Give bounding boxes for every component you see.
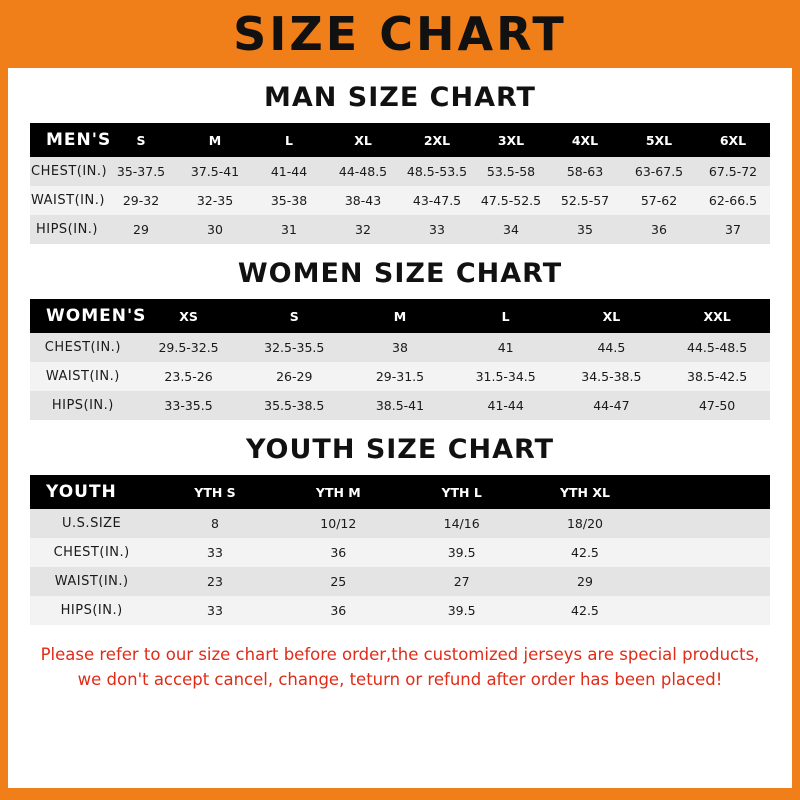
table-cell-spacer <box>647 596 770 625</box>
youth-size-table <box>30 475 770 625</box>
table-cell: 44-48.5 <box>338 164 388 179</box>
table-row <box>30 215 770 244</box>
table-cell: 44.5 <box>597 340 626 355</box>
table-cell: 47-50 <box>698 398 736 413</box>
table-cell: 14/16 <box>443 516 480 531</box>
table-row <box>30 362 770 391</box>
man-size-table <box>30 123 770 244</box>
women-size-table <box>30 299 770 420</box>
youth-table-body <box>30 509 770 625</box>
women-header-xs: XS <box>179 308 198 324</box>
youth-section-title: YOUTH SIZE CHART <box>245 434 555 465</box>
women-header-label: WOMEN'S <box>46 306 147 326</box>
footer-note <box>30 643 770 693</box>
table-cell: 29 <box>133 222 149 237</box>
table-cell: 36 <box>330 545 347 560</box>
youth-header-s: YTH S <box>194 484 236 500</box>
table-cell: 38 <box>392 340 408 355</box>
man-header-s: S <box>136 132 146 148</box>
table-cell: 38.5-42.5 <box>687 369 748 384</box>
man-size-section <box>8 82 792 244</box>
table-row <box>30 157 770 186</box>
women-row-label-chest: CHEST(IN.) <box>44 340 121 355</box>
table-cell: 26-29 <box>276 369 313 384</box>
man-header-2xl: 2XL <box>423 132 451 148</box>
table-cell: 31 <box>281 222 297 237</box>
table-row <box>30 391 770 420</box>
table-cell: 44.5-48.5 <box>687 340 748 355</box>
table-cell: 43-47.5 <box>412 193 462 208</box>
man-row-label-chest: CHEST(IN.) <box>31 164 108 179</box>
table-cell-spacer <box>647 538 770 567</box>
table-cell: 27 <box>453 574 470 589</box>
man-header-xl: XL <box>354 132 372 148</box>
table-cell: 8 <box>211 516 219 531</box>
table-cell: 38.5-41 <box>375 398 425 413</box>
table-row <box>30 596 770 625</box>
youth-header-spacer <box>647 475 770 509</box>
youth-row-label-waist: WAIST(IN.) <box>54 574 129 589</box>
table-cell: 32-35 <box>196 193 234 208</box>
women-header-s: S <box>289 308 299 324</box>
table-cell: 35-37.5 <box>116 164 166 179</box>
table-cell-spacer <box>647 509 770 538</box>
table-cell: 29.5-32.5 <box>158 340 219 355</box>
table-cell: 36 <box>330 603 347 618</box>
table-cell: 52.5-57 <box>560 193 610 208</box>
man-row-label-waist: WAIST(IN.) <box>31 193 105 208</box>
table-cell: 42.5 <box>571 545 599 560</box>
table-cell: 29-32 <box>122 193 160 208</box>
women-row-label-hips: HIPS(IN.) <box>51 398 114 413</box>
table-cell: 23.5-26 <box>164 369 213 384</box>
table-cell: 34.5-38.5 <box>581 369 642 384</box>
table-cell: 39.5 <box>447 545 476 560</box>
women-header-xl: XL <box>602 308 621 324</box>
table-row <box>30 538 770 567</box>
women-size-section <box>8 258 792 420</box>
youth-row-label-chest: CHEST(IN.) <box>53 545 130 560</box>
table-cell: 67.5-72 <box>708 164 758 179</box>
man-row-label-hips: HIPS(IN.) <box>35 222 99 237</box>
table-header-row <box>30 123 770 157</box>
table-cell: 35-38 <box>270 193 308 208</box>
women-header-m: M <box>393 308 407 324</box>
man-header-3xl: 3XL <box>497 132 525 148</box>
man-header-l: L <box>285 132 293 148</box>
table-cell: 34 <box>503 222 519 237</box>
table-cell: 63-67.5 <box>634 164 684 179</box>
table-header-row <box>30 299 770 333</box>
table-cell: 37.5-41 <box>190 164 240 179</box>
table-cell: 23 <box>207 574 223 589</box>
women-header-l: L <box>501 308 510 324</box>
man-section-title: MAN SIZE CHART <box>264 82 536 113</box>
youth-size-section <box>8 434 792 625</box>
header-band <box>0 0 800 68</box>
table-cell: 29-31.5 <box>375 369 425 384</box>
table-cell: 42.5 <box>571 603 599 618</box>
table-cell: 53.5-58 <box>486 164 536 179</box>
table-cell: 44-47 <box>593 398 630 413</box>
man-header-label: MEN'S <box>46 130 112 150</box>
youth-table-head <box>30 475 770 509</box>
man-table-body <box>30 157 770 244</box>
youth-row-label-hips: HIPS(IN.) <box>60 603 123 618</box>
table-cell: 41-44 <box>487 398 524 413</box>
table-cell: 57-62 <box>640 193 678 208</box>
table-cell: 58-63 <box>566 164 604 179</box>
man-table-head <box>30 123 770 157</box>
women-table-body <box>30 333 770 420</box>
table-cell: 37 <box>725 222 741 237</box>
table-row <box>30 186 770 215</box>
table-row <box>30 333 770 362</box>
footer-note-line-2: we don't accept cancel, change, teturn or refund after order has been placed! <box>77 669 723 689</box>
table-cell: 47.5-52.5 <box>480 193 542 208</box>
table-cell: 18/20 <box>566 516 603 531</box>
table-cell: 10/12 <box>320 516 357 531</box>
table-cell: 25 <box>330 574 347 589</box>
table-cell: 39.5 <box>447 603 476 618</box>
table-cell: 35.5-38.5 <box>264 398 325 413</box>
table-cell: 32.5-35.5 <box>264 340 325 355</box>
table-row <box>30 567 770 596</box>
women-header-xxl: XXL <box>703 308 731 324</box>
table-cell-spacer <box>647 567 770 596</box>
youth-header-l: YTH L <box>441 484 482 500</box>
bottom-accent-band <box>0 788 800 800</box>
footer-note-line-1: Please refer to our size chart before order,the customized jerseys are special products, <box>40 645 760 664</box>
table-cell: 38-43 <box>344 193 382 208</box>
women-section-title: WOMEN SIZE CHART <box>237 258 563 289</box>
women-row-label-waist: WAIST(IN.) <box>45 369 120 384</box>
page-title: SIZE CHART <box>233 7 567 61</box>
youth-header-m: YTH M <box>315 484 361 500</box>
table-cell: 62-66.5 <box>708 193 758 208</box>
table-row <box>30 509 770 538</box>
youth-header-xl: YTH XL <box>559 484 610 500</box>
youth-row-label-ussize: U.S.SIZE <box>62 516 122 531</box>
table-cell: 33 <box>207 603 223 618</box>
table-cell: 31.5-34.5 <box>475 369 536 384</box>
table-cell: 33 <box>429 222 445 237</box>
man-header-6xl: 6XL <box>719 132 747 148</box>
man-header-m: M <box>208 132 222 148</box>
table-cell: 30 <box>207 222 223 237</box>
table-cell: 41 <box>497 340 514 355</box>
man-header-4xl: 4XL <box>571 132 599 148</box>
table-header-row <box>30 475 770 509</box>
table-cell: 33 <box>207 545 223 560</box>
table-cell: 35 <box>577 222 593 237</box>
table-cell: 36 <box>651 222 667 237</box>
table-cell: 32 <box>355 222 371 237</box>
table-cell: 48.5-53.5 <box>406 164 468 179</box>
women-table-head <box>30 299 770 333</box>
man-header-5xl: 5XL <box>645 132 673 148</box>
youth-header-label: YOUTH <box>46 482 117 502</box>
table-cell: 41-44 <box>270 164 308 179</box>
table-cell: 29 <box>577 574 593 589</box>
table-cell: 33-35.5 <box>164 398 213 413</box>
